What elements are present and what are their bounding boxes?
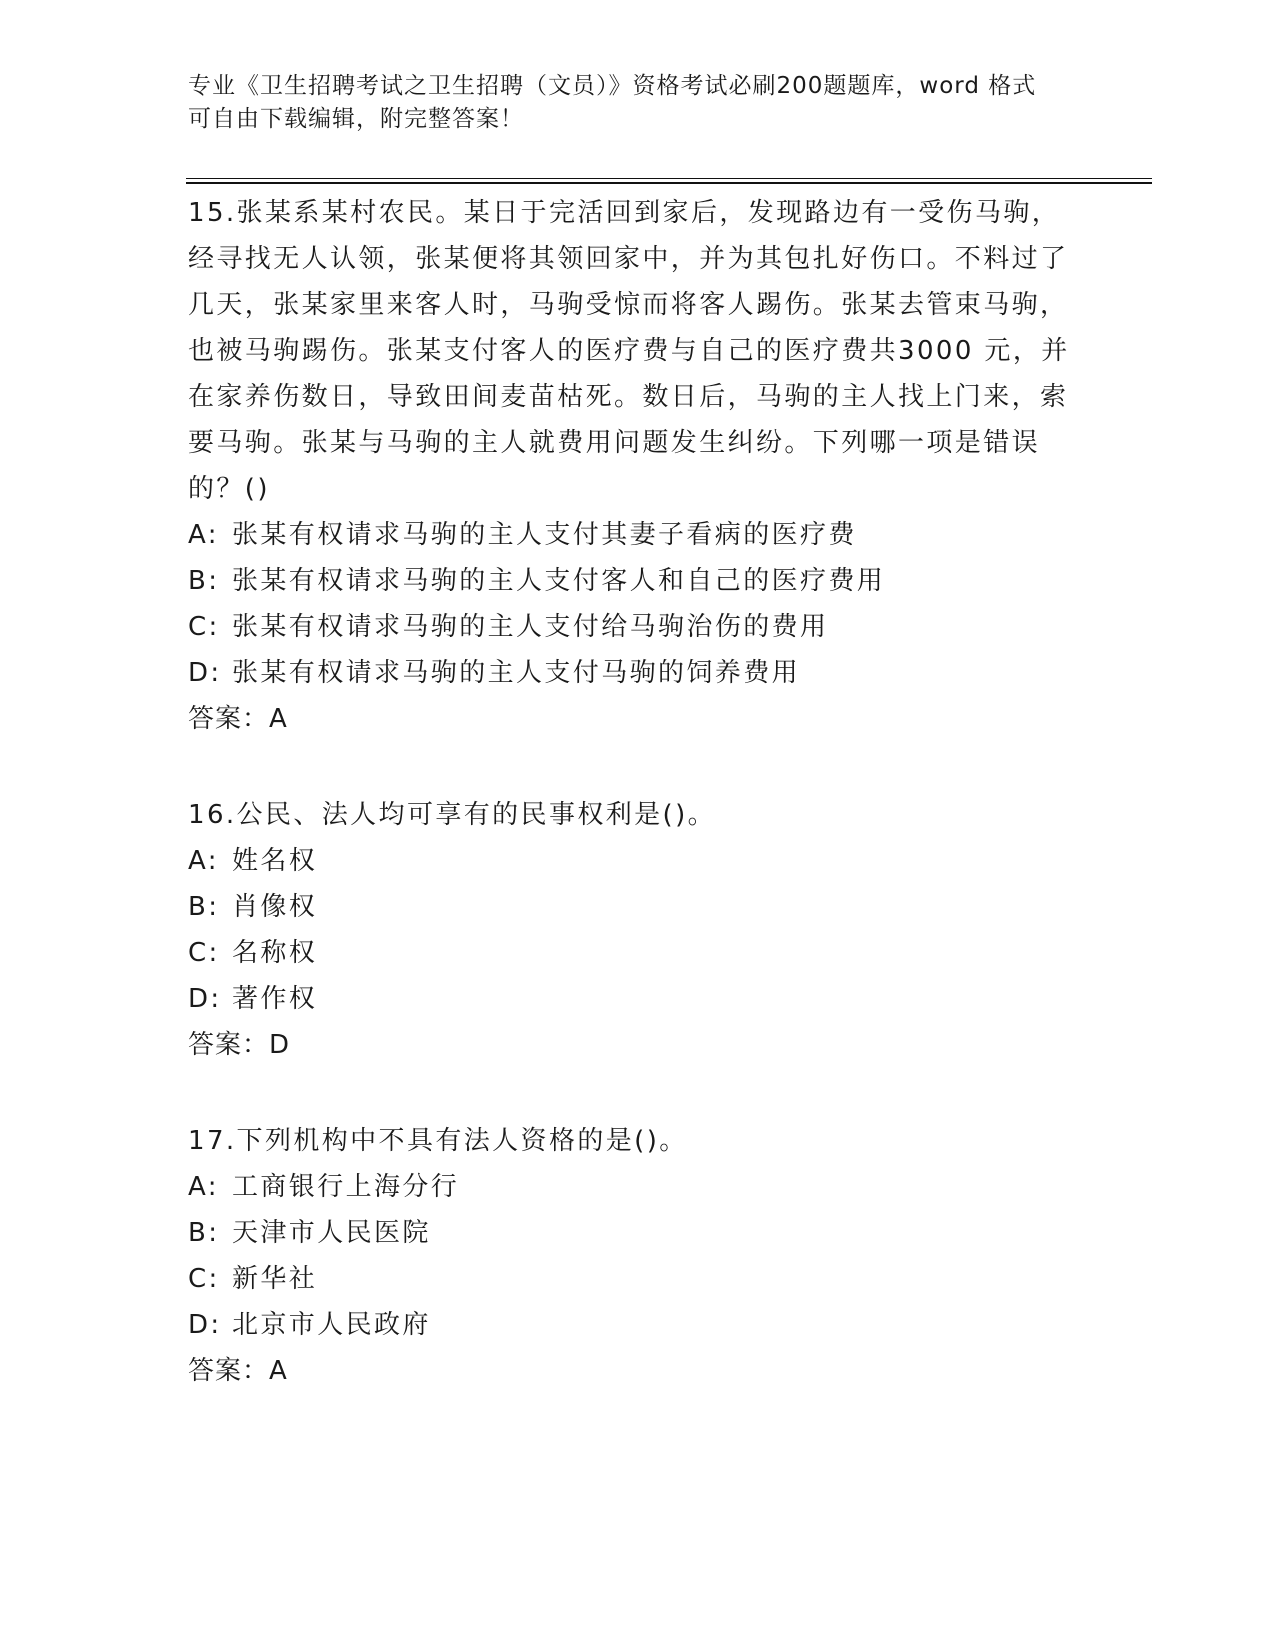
option-text: 张某有权请求马驹的主人支付马驹的饲养费用	[232, 658, 801, 688]
option-text: 张某有权请求马驹的主人支付客人和自己的医疗费用	[232, 566, 886, 596]
option-b	[188, 558, 1088, 604]
question-text: 16.公民、法人均可享有的民事权利是()。	[188, 800, 717, 830]
option-d	[188, 976, 1088, 1022]
option-c	[188, 1256, 1088, 1302]
option-b	[188, 884, 1088, 930]
option-text: 肖像权	[232, 892, 318, 922]
option-b	[188, 1210, 1088, 1256]
option-text: 名称权	[232, 938, 318, 968]
option-text: 著作权	[232, 984, 318, 1014]
option-d	[188, 650, 1088, 696]
option-key: B:	[188, 892, 220, 922]
option-key: C:	[188, 1264, 220, 1294]
question-text: 17.下列机构中不具有法人资格的是()。	[188, 1126, 688, 1156]
option-c	[188, 604, 1088, 650]
question-17	[188, 1118, 1088, 1394]
header-line-1: 专业《卫生招聘考试之卫生招聘（文员）》资格考试必刷200题题库，word 格式	[188, 73, 1037, 99]
option-key: A:	[188, 1172, 219, 1202]
answer-line: 答案：A	[188, 704, 288, 734]
option-a	[188, 1164, 1088, 1210]
question-list	[188, 190, 1088, 1444]
question-15	[188, 190, 1088, 742]
header-divider-thin	[186, 178, 1152, 179]
option-key: A:	[188, 520, 219, 550]
option-text: 工商银行上海分行	[232, 1172, 460, 1202]
option-key: D:	[188, 1310, 222, 1340]
option-d	[188, 1302, 1088, 1348]
answer-line: 答案：D	[188, 1030, 291, 1060]
option-a	[188, 512, 1088, 558]
option-text: 姓名权	[232, 846, 318, 876]
question-text: 15.张某系某村农民。某日于完活回到家后，发现路边有一受伤马驹，经寻找无人认领，张某便将其领回家中，并为其包扎好伤口。不料过了几天，张某家里来客人时，马驹受惊而将客人踢伤。张某去管束马驹，也被马驹踢伤。张某支付客人的医疗费与自己的医疗费共3000 元，并在家养伤数日，导致田间麦苗枯死。数日后，马驹的主人找上门来，索要马驹。张某与马驹的主人就费用问题发生纠纷。下列哪一项是错误的？()	[188, 198, 1070, 504]
header-line-2: 可自由下载编辑，附完整答案！	[188, 106, 524, 132]
option-c	[188, 930, 1088, 976]
option-key: A:	[188, 846, 219, 876]
option-key: C:	[188, 612, 220, 642]
option-key: D:	[188, 658, 222, 688]
header-divider-thick	[186, 182, 1152, 184]
option-text: 张某有权请求马驹的主人支付其妻子看病的医疗费	[232, 520, 857, 550]
option-text: 北京市人民政府	[232, 1310, 431, 1340]
document-header	[188, 70, 1088, 136]
option-a	[188, 838, 1088, 884]
option-text: 天津市人民医院	[232, 1218, 431, 1248]
question-16	[188, 792, 1088, 1068]
option-key: C:	[188, 938, 220, 968]
option-key: B:	[188, 1218, 220, 1248]
option-key: B:	[188, 566, 220, 596]
option-text: 张某有权请求马驹的主人支付给马驹治伤的费用	[232, 612, 829, 642]
answer-line: 答案：A	[188, 1356, 288, 1386]
option-key: D:	[188, 984, 222, 1014]
option-text: 新华社	[232, 1264, 318, 1294]
